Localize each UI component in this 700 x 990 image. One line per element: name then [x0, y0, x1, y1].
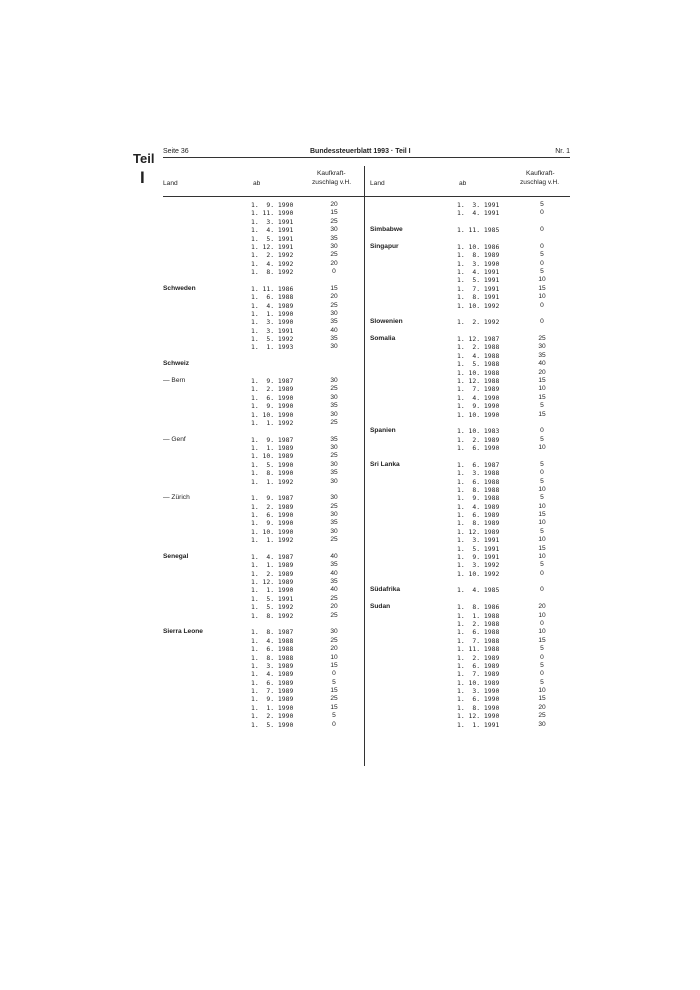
- effective-date: 1. 10. 1992: [457, 569, 500, 578]
- effective-date: 1. 9. 1988: [457, 494, 500, 503]
- effective-date: 1. 10. 1990: [251, 527, 294, 536]
- kaufkraft-value: 0: [540, 620, 544, 627]
- kaufkraft-value: 15: [330, 661, 338, 669]
- effective-date: 1. 3. 1990: [251, 318, 294, 327]
- kaufkraft-value: 25: [330, 452, 338, 460]
- effective-date: 1. 2. 1990: [251, 712, 294, 721]
- effective-date: 1. 10. 1989: [457, 678, 500, 687]
- kaufkraft-value: 0: [540, 427, 544, 435]
- column-header-rule: [163, 196, 570, 197]
- kaufkraft-value: 20: [330, 259, 338, 267]
- effective-date: 1. 4. 1988: [457, 351, 500, 360]
- effective-date: 1. 11. 1985: [457, 226, 500, 235]
- effective-date: 1. 11. 1988: [457, 645, 500, 654]
- effective-date: 1. 8. 1989: [457, 519, 500, 528]
- effective-date: 1. 8. 1990: [457, 703, 500, 712]
- effective-date: 1. 4. 1991: [457, 268, 500, 277]
- kaufkraft-value: 15: [330, 284, 338, 292]
- effective-date: 1. 6. 1989: [457, 661, 500, 670]
- effective-date: 1. 5. 1991: [457, 276, 500, 285]
- kaufkraft-value: 15: [330, 209, 338, 217]
- kaufkraft-value: 5: [540, 201, 544, 208]
- effective-date: 1. 9. 1987: [251, 494, 294, 503]
- kaufkraft-value: 30: [330, 393, 338, 401]
- effective-date: 1. 9. 1990: [457, 402, 500, 411]
- effective-date: 1. 9. 1990: [251, 201, 294, 209]
- effective-date: 1. 2. 1988: [457, 620, 500, 628]
- kaufkraft-value: 30: [330, 410, 338, 418]
- kaufkraft-value: 30: [330, 444, 338, 452]
- kaufkraft-value: 0: [540, 469, 544, 477]
- country-name: Sri Lanka: [370, 460, 400, 468]
- effective-date: 1. 3. 1991: [251, 326, 294, 335]
- kaufkraft-value: 5: [540, 251, 544, 259]
- kaufkraft-value: 30: [330, 527, 338, 535]
- effective-date: 1. 8. 1989: [457, 251, 500, 260]
- effective-date: 1. 1. 1991: [457, 720, 500, 729]
- kaufkraft-value: 5: [540, 678, 544, 686]
- kaufkraft-value: 0: [540, 242, 544, 250]
- left-zuschlag-header-1: Kaufkraft-: [317, 170, 346, 177]
- kaufkraft-value: 5: [540, 527, 544, 535]
- kaufkraft-value: 40: [330, 326, 338, 334]
- effective-date: 1. 7. 1988: [457, 636, 500, 645]
- kaufkraft-value: 15: [538, 393, 546, 401]
- kaufkraft-value: 25: [330, 385, 338, 393]
- kaufkraft-value: 30: [330, 477, 338, 485]
- effective-date: 1. 3. 1988: [457, 469, 500, 478]
- effective-date: 1. 3. 1989: [251, 661, 294, 670]
- kaufkraft-value: 25: [330, 251, 338, 259]
- kaufkraft-value: 15: [538, 410, 546, 418]
- effective-date: 1. 4. 1988: [251, 636, 294, 645]
- kaufkraft-value: 0: [332, 720, 336, 728]
- kaufkraft-value: 20: [538, 603, 546, 611]
- country-name: — Bern: [163, 376, 186, 384]
- kaufkraft-value: 10: [538, 519, 546, 527]
- effective-date: 1. 1. 1988: [457, 611, 500, 620]
- effective-date: 1. 8. 1986: [457, 603, 500, 612]
- country-name: Schweden: [163, 284, 196, 292]
- effective-date: 1. 2. 1992: [457, 318, 500, 327]
- effective-date: 1. 4. 1989: [251, 670, 294, 679]
- effective-date: 1. 4. 1991: [251, 226, 294, 235]
- kaufkraft-value: 5: [540, 402, 544, 410]
- kaufkraft-value: 20: [330, 293, 338, 301]
- kaufkraft-value: 5: [540, 645, 544, 653]
- effective-date: 1. 1. 1992: [251, 477, 294, 486]
- kaufkraft-value: 35: [330, 578, 338, 586]
- effective-date: 1. 1. 1992: [251, 536, 294, 545]
- kaufkraft-value: 35: [538, 351, 546, 359]
- kaufkraft-value: 35: [330, 469, 338, 477]
- kaufkraft-value: 10: [330, 653, 338, 661]
- kaufkraft-value: 25: [538, 712, 546, 720]
- kaufkraft-value: 10: [538, 687, 546, 695]
- effective-date: 1. 6. 1988: [457, 477, 500, 486]
- effective-date: 1. 1. 1990: [251, 586, 294, 595]
- kaufkraft-value: 0: [540, 259, 544, 267]
- left-ab-header: ab: [253, 180, 261, 187]
- kaufkraft-value: 40: [538, 360, 546, 368]
- kaufkraft-value: 10: [538, 385, 546, 393]
- kaufkraft-value: 5: [332, 712, 336, 720]
- effective-date: 1. 12. 1990: [457, 712, 500, 721]
- kaufkraft-value: 0: [540, 670, 544, 678]
- effective-date: 1. 9. 1990: [251, 402, 294, 411]
- kaufkraft-value: 30: [330, 376, 338, 384]
- side-label: Teil: [133, 151, 155, 166]
- kaufkraft-value: 30: [330, 226, 338, 234]
- effective-date: 1. 6. 1987: [457, 460, 500, 469]
- effective-date: 1. 2. 1989: [251, 385, 294, 394]
- kaufkraft-value: 0: [540, 569, 544, 577]
- kaufkraft-value: 30: [330, 460, 338, 468]
- country-name: Südafrika: [370, 586, 401, 594]
- country-name: Sierra Leone: [163, 628, 203, 636]
- country-name: Simbabwe: [370, 226, 403, 234]
- kaufkraft-value: 0: [540, 226, 544, 234]
- country-name: — Zürich: [163, 494, 190, 502]
- effective-date: 1. 2. 1989: [457, 653, 500, 662]
- effective-date: 1. 12. 1991: [251, 242, 294, 251]
- right-zuschlag-header-2: zuschlag v.H.: [520, 179, 560, 186]
- country-name: Sudan: [370, 603, 391, 611]
- kaufkraft-value: 10: [538, 502, 546, 510]
- effective-date: 1. 9. 1987: [251, 435, 294, 444]
- kaufkraft-value: 0: [540, 318, 544, 326]
- kaufkraft-value: 40: [330, 569, 338, 577]
- kaufkraft-value: 15: [538, 376, 546, 384]
- effective-date: 1. 10. 1989: [251, 452, 294, 461]
- effective-date: 1. 5. 1991: [457, 544, 500, 553]
- kaufkraft-value: 5: [540, 268, 544, 276]
- effective-date: 1. 10. 1990: [251, 410, 294, 419]
- effective-date: 1. 6. 1990: [251, 393, 294, 402]
- kaufkraft-value: 40: [330, 586, 338, 594]
- kaufkraft-value: 25: [330, 611, 338, 619]
- kaufkraft-value: 20: [538, 368, 546, 376]
- effective-date: 1. 6. 1990: [457, 695, 500, 704]
- effective-date: 1. 4. 1990: [457, 393, 500, 402]
- kaufkraft-value: 25: [330, 636, 338, 644]
- kaufkraft-value: 35: [330, 234, 338, 242]
- effective-date: 1. 6. 1988: [251, 645, 294, 654]
- effective-date: 1. 1. 1990: [251, 309, 294, 318]
- kaufkraft-value: 25: [330, 536, 338, 544]
- page-title: Bundessteuerblatt 1993 · Teil I: [310, 148, 411, 155]
- effective-date: 1. 5. 1991: [251, 594, 294, 603]
- effective-date: 1. 10. 1990: [457, 410, 500, 419]
- effective-date: 1. 9. 1990: [251, 519, 294, 528]
- kaufkraft-value: 15: [538, 511, 546, 519]
- kaufkraft-value: 0: [540, 209, 544, 217]
- effective-date: 1. 3. 1991: [457, 536, 500, 545]
- effective-date: 1. 6. 1988: [251, 293, 294, 302]
- effective-date: 1. 8. 1991: [457, 293, 500, 302]
- left-zuschlag-header-2: zuschlag v.H.: [312, 179, 352, 186]
- kaufkraft-value: 10: [538, 485, 546, 493]
- country-name: Senegal: [163, 552, 189, 560]
- country-name: Schweiz: [163, 360, 190, 368]
- effective-date: 1. 4. 1985: [457, 586, 500, 595]
- kaufkraft-value: 15: [330, 687, 338, 695]
- kaufkraft-value: 25: [330, 594, 338, 602]
- effective-date: 1. 8. 1992: [251, 611, 294, 620]
- effective-date: 1. 11. 1986: [251, 284, 294, 293]
- effective-date: 1. 8. 1992: [251, 268, 294, 277]
- kaufkraft-value: 30: [330, 309, 338, 317]
- effective-date: 1. 9. 1987: [251, 376, 294, 385]
- effective-date: 1. 3. 1991: [251, 217, 294, 226]
- kaufkraft-value: 5: [540, 494, 544, 502]
- kaufkraft-value: 5: [540, 477, 544, 485]
- effective-date: 1. 4. 1989: [251, 301, 294, 310]
- right-land-header: Land: [370, 180, 385, 187]
- effective-date: 1. 10. 1988: [457, 368, 500, 377]
- kaufkraft-value: 5: [332, 678, 336, 686]
- kaufkraft-value: 15: [538, 636, 546, 644]
- effective-date: 1. 10. 1992: [457, 301, 500, 310]
- kaufkraft-value: 15: [330, 703, 338, 711]
- kaufkraft-value: 0: [332, 268, 336, 276]
- kaufkraft-value: 30: [330, 511, 338, 519]
- kaufkraft-value: 30: [330, 242, 338, 250]
- effective-date: 1. 7. 1989: [251, 687, 294, 696]
- country-name: Slowenien: [370, 318, 403, 326]
- effective-date: 1. 1. 1989: [251, 444, 294, 453]
- effective-date: 1. 1. 1992: [251, 418, 294, 427]
- kaufkraft-value: 40: [330, 552, 338, 560]
- header-rule: [163, 157, 570, 158]
- effective-date: 1. 4. 1987: [251, 552, 294, 561]
- kaufkraft-value: 20: [330, 201, 338, 208]
- issue-number: Nr. 1: [555, 148, 570, 155]
- kaufkraft-value: 30: [330, 494, 338, 502]
- effective-date: 1. 5. 1991: [251, 234, 294, 243]
- kaufkraft-value: 15: [538, 695, 546, 703]
- effective-date: 1. 10. 1986: [457, 242, 500, 251]
- effective-date: 1. 5. 1988: [457, 360, 500, 369]
- page-number: Seite 36: [163, 148, 189, 155]
- effective-date: 1. 8. 1988: [251, 653, 294, 662]
- kaufkraft-value: 25: [330, 502, 338, 510]
- effective-date: 1. 9. 1991: [457, 552, 500, 561]
- effective-date: 1. 8. 1990: [251, 469, 294, 478]
- effective-date: 1. 6. 1990: [251, 511, 294, 520]
- side-numeral: I: [140, 168, 145, 187]
- effective-date: 1. 6. 1989: [251, 678, 294, 687]
- center-divider: [364, 166, 365, 766]
- kaufkraft-value: 30: [330, 628, 338, 636]
- kaufkraft-value: 10: [538, 552, 546, 560]
- effective-date: 1. 8. 1988: [457, 485, 500, 494]
- kaufkraft-value: 25: [330, 695, 338, 703]
- effective-date: 1. 1. 1989: [251, 561, 294, 570]
- effective-date: 1. 3. 1990: [457, 259, 500, 268]
- kaufkraft-value: 25: [330, 217, 338, 225]
- kaufkraft-value: 10: [538, 536, 546, 544]
- country-name: Somalia: [370, 335, 396, 343]
- kaufkraft-value: 10: [538, 628, 546, 636]
- kaufkraft-value: 0: [540, 653, 544, 661]
- kaufkraft-value: 25: [330, 301, 338, 309]
- kaufkraft-value: 35: [330, 435, 338, 443]
- kaufkraft-value: 35: [330, 318, 338, 326]
- effective-date: 1. 6. 1988: [457, 628, 500, 637]
- kaufkraft-value: 10: [538, 611, 546, 619]
- effective-date: 1. 10. 1983: [457, 427, 500, 436]
- effective-date: 1. 4. 1989: [457, 502, 500, 511]
- kaufkraft-value: 25: [538, 335, 546, 343]
- effective-date: 1. 3. 1990: [457, 687, 500, 696]
- effective-date: 1. 5. 1990: [251, 720, 294, 729]
- effective-date: 1. 2. 1989: [457, 435, 500, 444]
- kaufkraft-value: 0: [540, 301, 544, 309]
- right-ab-header: ab: [459, 180, 467, 187]
- effective-date: 1. 12. 1988: [457, 376, 500, 385]
- kaufkraft-value: 35: [330, 335, 338, 343]
- kaufkraft-value: 0: [332, 670, 336, 678]
- effective-date: 1. 1. 1993: [251, 343, 294, 352]
- effective-date: 1. 5. 1990: [251, 460, 294, 469]
- country-name: — Genf: [163, 435, 186, 443]
- effective-date: 1. 2. 1989: [251, 502, 294, 511]
- effective-date: 1. 7. 1991: [457, 284, 500, 293]
- effective-date: 1. 4. 1992: [251, 259, 294, 268]
- kaufkraft-value: 5: [540, 435, 544, 443]
- kaufkraft-value: 35: [330, 519, 338, 527]
- effective-date: 1. 7. 1989: [457, 670, 500, 679]
- kaufkraft-value: 20: [330, 603, 338, 611]
- kaufkraft-value: 35: [330, 561, 338, 569]
- kaufkraft-value: 15: [538, 284, 546, 292]
- kaufkraft-value: 15: [538, 544, 546, 552]
- effective-date: 1. 2. 1988: [457, 343, 500, 352]
- kaufkraft-value: 30: [538, 343, 546, 351]
- effective-date: 1. 7. 1989: [457, 385, 500, 394]
- effective-date: 1. 11. 1990: [251, 209, 294, 218]
- effective-date: 1. 9. 1989: [251, 695, 294, 704]
- country-name: Spanien: [370, 427, 396, 435]
- effective-date: 1. 12. 1989: [457, 527, 500, 536]
- kaufkraft-value: 10: [538, 276, 546, 284]
- kaufkraft-value: 5: [540, 460, 544, 468]
- kaufkraft-value: 35: [330, 402, 338, 410]
- effective-date: 1. 12. 1987: [457, 335, 500, 344]
- effective-date: 1. 3. 1991: [457, 201, 500, 209]
- kaufkraft-value: 10: [538, 293, 546, 301]
- effective-date: 1. 6. 1990: [457, 444, 500, 453]
- country-name: Singapur: [370, 242, 399, 250]
- effective-date: 1. 5. 1992: [251, 603, 294, 612]
- kaufkraft-value: 25: [330, 418, 338, 426]
- kaufkraft-value: 0: [540, 586, 544, 594]
- effective-date: 1. 2. 1992: [251, 251, 294, 260]
- effective-date: 1. 5. 1992: [251, 335, 294, 344]
- kaufkraft-value: 5: [540, 561, 544, 569]
- left-land-header: Land: [163, 180, 178, 187]
- kaufkraft-value: 10: [538, 444, 546, 452]
- effective-date: 1. 6. 1989: [457, 511, 500, 520]
- kaufkraft-value: 20: [538, 703, 546, 711]
- kaufkraft-value: 30: [330, 343, 338, 351]
- effective-date: 1. 8. 1987: [251, 628, 294, 637]
- kaufkraft-value: 30: [538, 720, 546, 728]
- effective-date: 1. 1. 1990: [251, 703, 294, 712]
- effective-date: 1. 12. 1989: [251, 578, 294, 587]
- kaufkraft-value: 20: [330, 645, 338, 653]
- effective-date: 1. 3. 1992: [457, 561, 500, 570]
- effective-date: 1. 2. 1989: [251, 569, 294, 578]
- right-zuschlag-header-1: Kaufkraft-: [526, 170, 555, 177]
- effective-date: 1. 4. 1991: [457, 209, 500, 218]
- kaufkraft-value: 5: [540, 661, 544, 669]
